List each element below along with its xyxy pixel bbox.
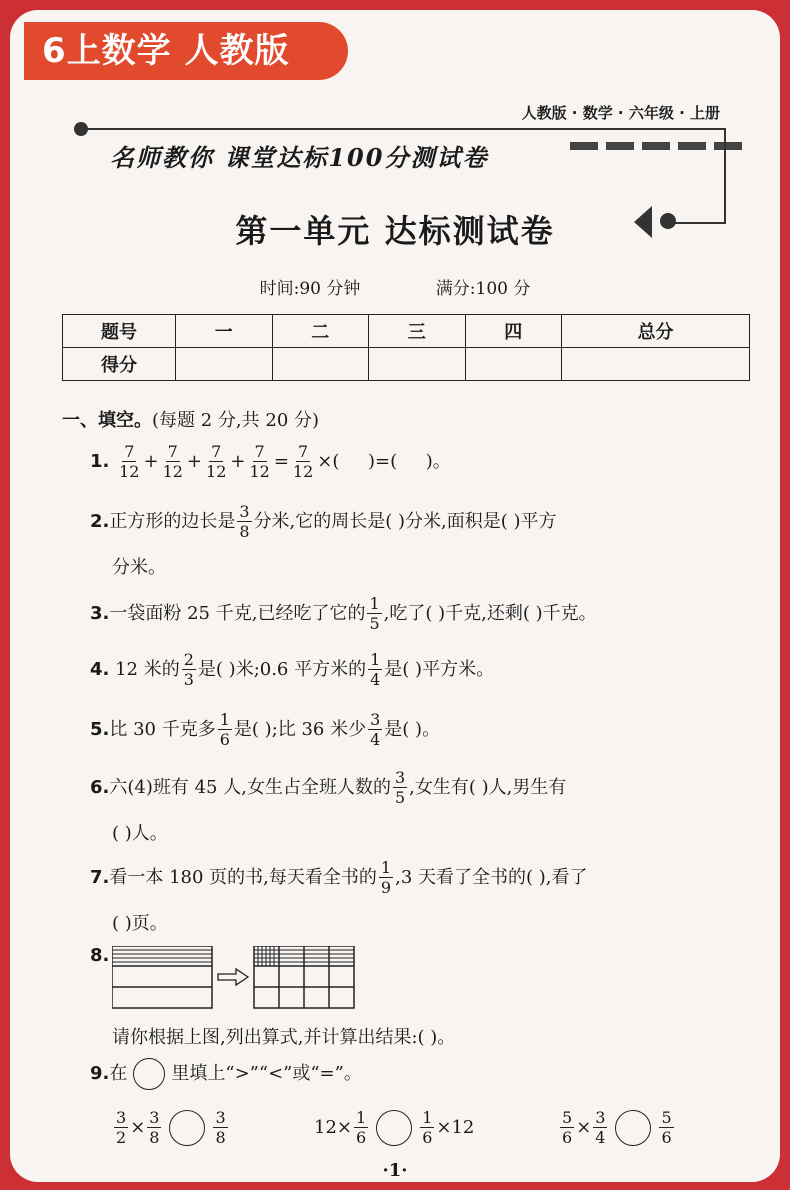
table-cell: 一 — [176, 315, 273, 348]
table-cell: 总分 — [562, 315, 750, 348]
answer-circle[interactable] — [169, 1110, 205, 1146]
compare-circle-icon — [133, 1058, 165, 1090]
time-score-line — [10, 274, 780, 299]
answer-circle[interactable] — [376, 1110, 412, 1146]
question-5: 5.比 30 千克多 $\frac{1}{6}$ 是( );比 36 米少 $\frac{3}{4}$ 是( )。 — [90, 710, 441, 749]
question-6-cont: ( )人。 — [112, 823, 168, 844]
page-title: 第一单元 达标测试卷 — [235, 212, 555, 250]
table-cell: 四 — [465, 315, 562, 348]
fraction-diagram — [112, 946, 362, 1010]
question-7-cont: ( )页。 — [112, 913, 168, 934]
question-4: 4. 12 米的 $\frac{2}{3}$ 是( )米;0.6 平方米的 $\frac{1}{4}$ 是( )平方米。 — [90, 650, 495, 689]
decor-dashes — [570, 142, 742, 150]
series-title: 名师教你 课堂达标100分测试卷 — [110, 143, 489, 172]
question-9: 9.在 里填上“>”“<”或“=”。 — [90, 1054, 362, 1094]
table-cell: 得分 — [63, 348, 176, 381]
score-input-cell[interactable] — [272, 348, 369, 381]
question-8: 8. — [90, 945, 110, 966]
edition-label: 人教版 · 数学 · 六年级 · 上册 — [521, 104, 720, 122]
answer-circle[interactable] — [615, 1110, 651, 1146]
score-input-cell[interactable] — [465, 348, 562, 381]
question-1: 1. $\frac{7}{12}$ + $\frac{7}{12}$ + $\frac{7}{12}$ + $\frac{7}{12}$ = $\frac{7}{12}$ ×( )=( )。 — [90, 442, 451, 481]
compare-expr-2: 12× $\frac{1}{6}$ $\frac{1}{6}$ ×12 — [314, 1108, 475, 1147]
page-frame — [10, 10, 780, 1182]
full-score-label: 满分:100 分 — [435, 279, 531, 299]
compare-expr-1: $\frac{3}{2}$ × $\frac{3}{8}$ $\frac{3}{8}$ — [116, 1108, 226, 1147]
table-row — [63, 348, 750, 381]
score-input-cell[interactable] — [369, 348, 466, 381]
score-input-cell[interactable] — [562, 348, 750, 381]
page-number: ·1· — [382, 1160, 408, 1181]
score-table — [62, 314, 750, 381]
arrow-right-icon — [218, 969, 248, 985]
question-8-prompt: 请你根据上图,列出算式,并计算出结果:( )。 — [112, 1027, 456, 1048]
question-3: 3.一袋面粉 25 千克,已经吃了它的 $\frac{1}{5}$ ,吃了( )千克,还剩( )千克。 — [90, 594, 597, 633]
table-cell: 三 — [369, 315, 466, 348]
compare-expr-3: $\frac{5}{6}$ × $\frac{3}{4}$ $\frac{5}{6}$ — [562, 1108, 672, 1147]
table-cell: 题号 — [63, 315, 176, 348]
question-2-cont: 分米。 — [112, 557, 166, 578]
table-cell: 二 — [272, 315, 369, 348]
decor-line — [86, 128, 726, 130]
question-6: 6.六(4)班有 45 人,女生占全班人数的 $\frac{3}{5}$ ,女生有( )人,男生有 — [90, 768, 567, 807]
question-7: 7.看一本 180 页的书,每天看全书的 $\frac{1}{9}$ ,3 天看了全书的( ),看了 — [90, 858, 588, 897]
question-2: 2.正方形的边长是 $\frac{3}{8}$ 分米,它的周长是( )分米,面积是( )平方 — [90, 502, 557, 541]
score-input-cell[interactable] — [176, 348, 273, 381]
table-row — [63, 315, 750, 348]
grade-badge: 6上数学 人教版 — [24, 22, 348, 80]
time-label: 时间:90 分钟 — [259, 279, 361, 299]
section-title: 一、填空。(每题 2 分,共 20 分) — [62, 410, 320, 431]
